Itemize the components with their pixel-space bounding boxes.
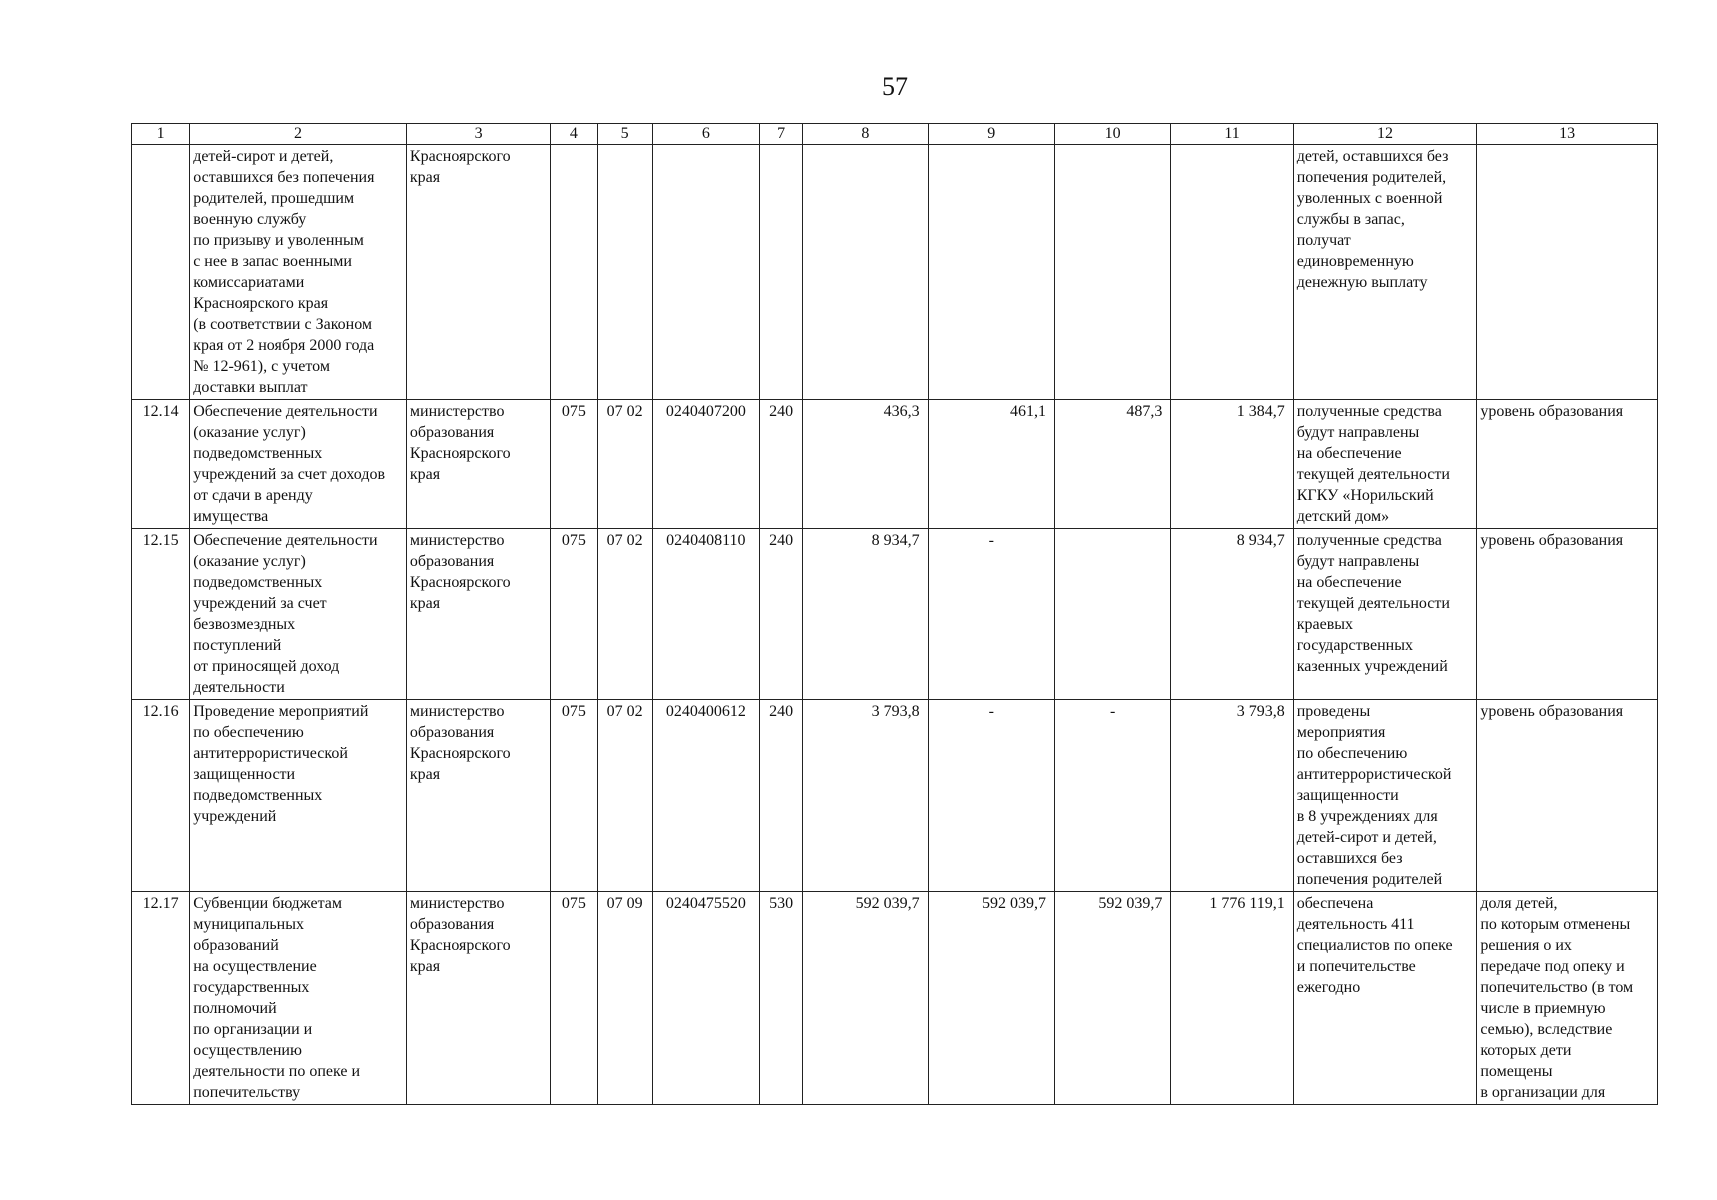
- executor: министерство образования Красноярского края: [406, 529, 550, 700]
- indicator: доля детей, по которым отменены решения о их передаче под опеку и попечительство (в том числе в приемную семью), вследствие которых дети помещены в организации для: [1477, 892, 1658, 1105]
- row-number: 12.16: [132, 700, 190, 892]
- expected-result: полученные средства будут направлены на обеспечение текущей деятельности КГКУ «Норильский детский дом»: [1293, 400, 1477, 529]
- amount-col9: -: [928, 529, 1054, 700]
- indicator: [1477, 145, 1658, 400]
- amount-col8: [803, 145, 928, 400]
- amount-col10: [1054, 145, 1170, 400]
- expense-type-code: 240: [760, 700, 803, 892]
- target-article-code: 0240408110: [652, 529, 759, 700]
- measure-name: Проведение мероприятий по обеспечению антитеррористической защищенности подведомственных учреждений: [190, 700, 407, 892]
- amount-total: 1 776 119,1: [1171, 892, 1293, 1105]
- expected-result: полученные средства будут направлены на обеспечение текущей деятельности краевых государственных казенных учреждений: [1293, 529, 1477, 700]
- row-number: 12.17: [132, 892, 190, 1105]
- measure-name: Субвенции бюджетам муниципальных образований на осуществление государственных полномочий по организации и осуществлению деятельности по опеке и попечительству: [190, 892, 407, 1105]
- executor: министерство образования Красноярского края: [406, 700, 550, 892]
- table-row: [132, 400, 1658, 529]
- amount-col8: 8 934,7: [803, 529, 928, 700]
- column-header: 13: [1477, 124, 1658, 145]
- column-header: 4: [551, 124, 597, 145]
- section-code: 07 02: [597, 400, 652, 529]
- column-header: 11: [1171, 124, 1293, 145]
- column-header: 3: [406, 124, 550, 145]
- section-code: 07 02: [597, 529, 652, 700]
- executor: министерство образования Красноярского края: [406, 400, 550, 529]
- amount-col8: 436,3: [803, 400, 928, 529]
- indicator: уровень образования: [1477, 700, 1658, 892]
- column-header: 5: [597, 124, 652, 145]
- grbs-code: 075: [551, 529, 597, 700]
- row-number: 12.14: [132, 400, 190, 529]
- target-article-code: [652, 145, 759, 400]
- column-header: 6: [652, 124, 759, 145]
- column-header: 12: [1293, 124, 1477, 145]
- target-article-code: 0240475520: [652, 892, 759, 1105]
- target-article-code: 0240400612: [652, 700, 759, 892]
- amount-col10: [1054, 529, 1170, 700]
- measure-name: Обеспечение деятельности (оказание услуг) подведомственных учреждений за счет безвозмездных поступлений от приносящей доход деятельности: [190, 529, 407, 700]
- page-number: 57: [882, 72, 908, 101]
- column-header: 8: [803, 124, 928, 145]
- executor: министерство образования Красноярского края: [406, 892, 550, 1105]
- column-header: 2: [190, 124, 407, 145]
- amount-total: [1171, 145, 1293, 400]
- row-number: 12.15: [132, 529, 190, 700]
- grbs-code: 075: [551, 700, 597, 892]
- indicator: уровень образования: [1477, 529, 1658, 700]
- amount-total: 3 793,8: [1171, 700, 1293, 892]
- program-measures-table: [131, 123, 1658, 1105]
- section-code: [597, 145, 652, 400]
- section-code: 07 09: [597, 892, 652, 1105]
- amount-col9: -: [928, 700, 1054, 892]
- amount-col9: [928, 145, 1054, 400]
- grbs-code: [551, 145, 597, 400]
- executor: Красноярского края: [406, 145, 550, 400]
- section-code: 07 02: [597, 700, 652, 892]
- measure-name: детей-сирот и детей, оставшихся без попечения родителей, прошедшим военную службу по призыву и уволенным с нее в запас военными комиссариатами Красноярского края (в соответствии с Законом края от 2 ноября 2000 года № 12-961), с учетом доставки выплат: [190, 145, 407, 400]
- column-header: 9: [928, 124, 1054, 145]
- amount-col9: 461,1: [928, 400, 1054, 529]
- grbs-code: 075: [551, 892, 597, 1105]
- expense-type-code: 240: [760, 529, 803, 700]
- column-header: 1: [132, 124, 190, 145]
- amount-col9: 592 039,7: [928, 892, 1054, 1105]
- expense-type-code: 530: [760, 892, 803, 1105]
- amount-col8: 3 793,8: [803, 700, 928, 892]
- grbs-code: 075: [551, 400, 597, 529]
- amount-col8: 592 039,7: [803, 892, 928, 1105]
- table-row: [132, 700, 1658, 892]
- measure-name: Обеспечение деятельности (оказание услуг) подведомственных учреждений за счет доходов от сдачи в аренду имущества: [190, 400, 407, 529]
- expected-result: проведены мероприятия по обеспечению антитеррористической защищенности в 8 учреждениях для детей-сирот и детей, оставшихся без попечения родителей: [1293, 700, 1477, 892]
- amount-total: 1 384,7: [1171, 400, 1293, 529]
- indicator: уровень образования: [1477, 400, 1658, 529]
- column-number-header-row: [132, 124, 1658, 145]
- expense-type-code: 240: [760, 400, 803, 529]
- column-header: 7: [760, 124, 803, 145]
- table-row: [132, 529, 1658, 700]
- table-row: [132, 145, 1658, 400]
- expense-type-code: [760, 145, 803, 400]
- amount-col10: 592 039,7: [1054, 892, 1170, 1105]
- column-header: 10: [1054, 124, 1170, 145]
- expected-result: обеспечена деятельность 411 специалистов по опеке и попечительстве ежегодно: [1293, 892, 1477, 1105]
- amount-col10: -: [1054, 700, 1170, 892]
- amount-total: 8 934,7: [1171, 529, 1293, 700]
- amount-col10: 487,3: [1054, 400, 1170, 529]
- row-number: [132, 145, 190, 400]
- table-row: [132, 892, 1658, 1105]
- expected-result: детей, оставшихся без попечения родителей, уволенных с военной службы в запас, получат единовременную денежную выплату: [1293, 145, 1477, 400]
- target-article-code: 0240407200: [652, 400, 759, 529]
